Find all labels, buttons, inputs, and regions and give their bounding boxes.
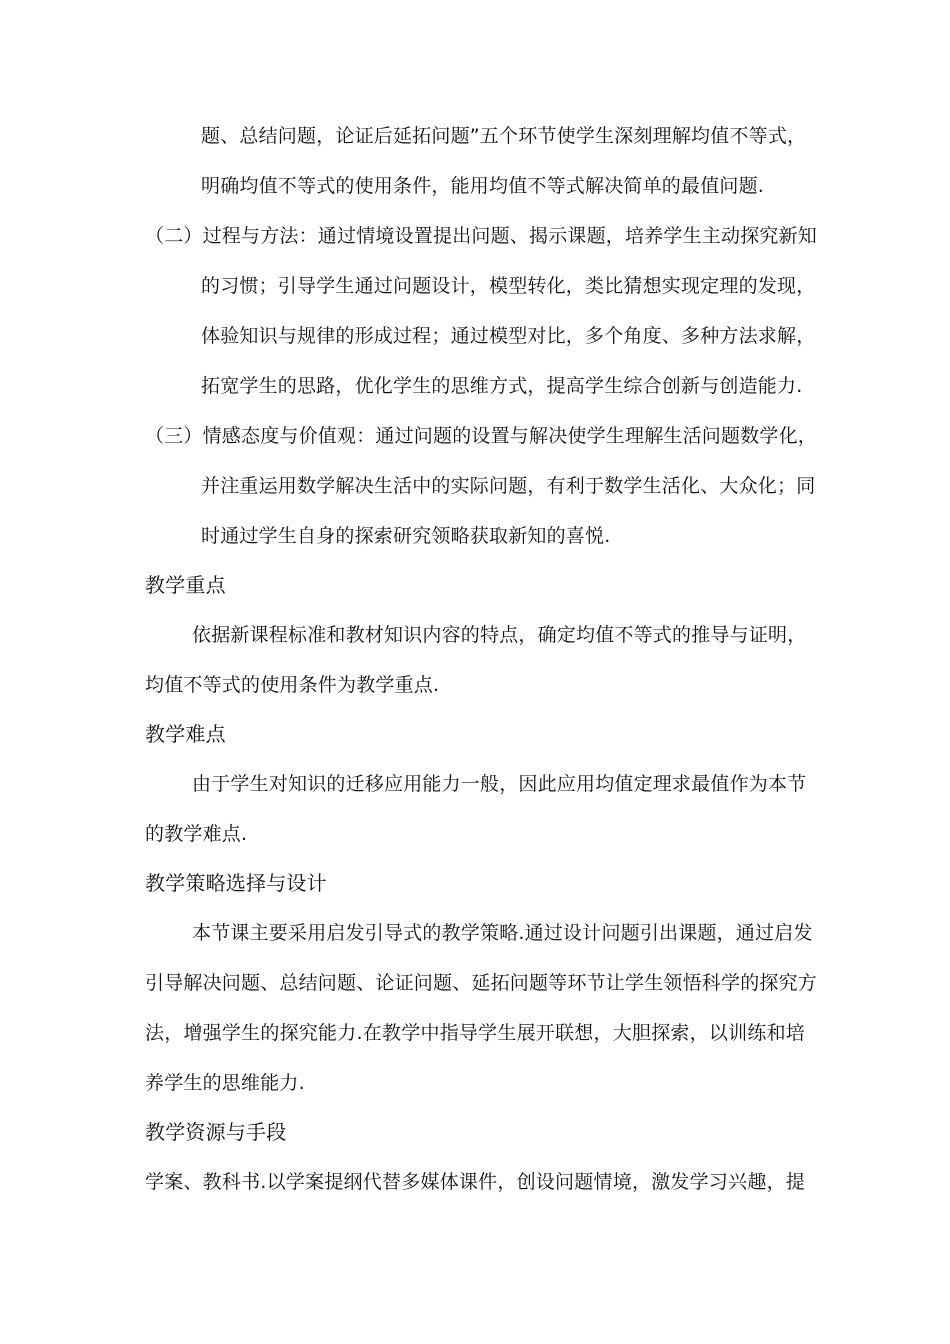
key-points-line: 均值不等式的使用条件为教学重点.: [145, 674, 440, 696]
strategy-line: 养学生的思维能力.: [145, 1072, 305, 1094]
objective-emotion-line: （三）情感态度与价值观：通过问题的设置与解决使学生理解生活问题数学化，: [145, 425, 818, 447]
strategy-line: 引导解决问题、总结问题、论证问题、延拓问题等环节让学生领悟科学的探究方: [145, 972, 818, 994]
objective-line: 题、总结问题，论证后延拓问题”五个环节使学生深刻理解均值不等式，: [201, 125, 807, 147]
section-heading-strategy: 教学策略选择与设计: [145, 871, 327, 895]
resources-line: 学案、教科书.以学案提纲代替多媒体课件，创设问题情境，激发学习兴趣，提: [145, 1171, 805, 1193]
objective-line: 明确均值不等式的使用条件，能用均值不等式解决简单的最值问题.: [201, 175, 765, 197]
objective-emotion-line: 并注重运用数学解决生活中的实际问题，有利于数学生活化、大众化；同: [201, 475, 816, 497]
difficulties-line: 的教学难点.: [145, 823, 248, 845]
objective-process-line: 的习惯；引导学生通过问题设计，模型转化，类比猜想实现定理的发现，: [201, 275, 816, 297]
strategy-line: 本节课主要采用启发引导式的教学策略.通过设计问题引出课题，通过启发: [192, 922, 813, 944]
section-heading-resources: 教学资源与手段: [145, 1120, 287, 1144]
difficulties-line: 由于学生对知识的迁移应用能力一般，因此应用均值定理求最值作为本节: [192, 773, 807, 795]
objective-process-line: 体验知识与规律的形成过程；通过模型对比，多个角度、多种方法求解，: [201, 325, 816, 347]
objective-process-line: （二）过程与方法：通过情境设置提出问题、揭示课题，培养学生主动探究新知: [145, 225, 818, 247]
section-heading-key-points: 教学重点: [145, 573, 226, 597]
section-heading-difficulties: 教学难点: [145, 722, 226, 746]
objective-emotion-line: 时通过学生自身的探索研究领略获取新知的喜悦.: [201, 525, 611, 547]
objective-process-line: 拓宽学生的思路，优化学生的思维方式，提高学生综合创新与创造能力.: [201, 375, 803, 397]
key-points-line: 依据新课程标准和教材知识内容的特点，确定均值不等式的推导与证明，: [192, 624, 807, 646]
strategy-line: 法，增强学生的探究能力.在教学中指导学生展开联想，大胆探索，以训练和培: [145, 1022, 805, 1044]
